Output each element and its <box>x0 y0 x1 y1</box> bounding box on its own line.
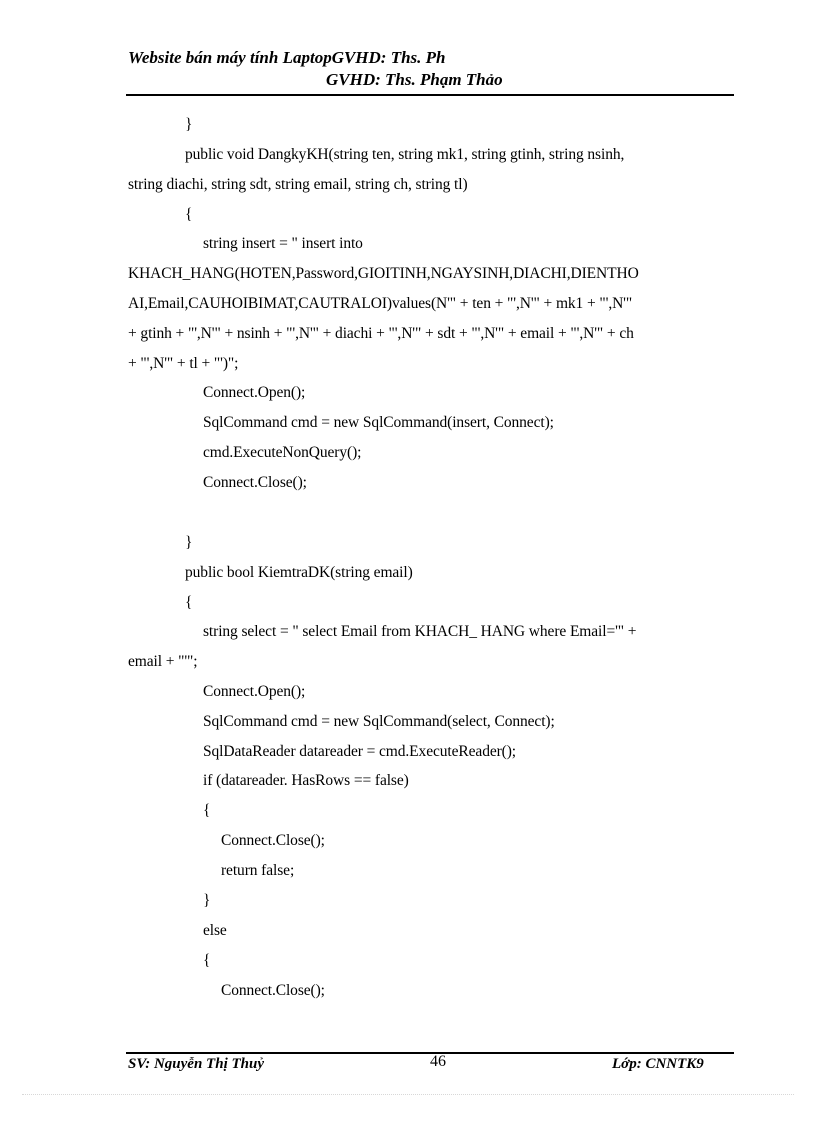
code-line: SqlCommand cmd = new SqlCommand(insert, Connect); <box>203 414 554 431</box>
code-line: { <box>185 594 193 611</box>
code-line: } <box>185 116 193 133</box>
code-line: Connect.Close(); <box>221 832 325 849</box>
code-line: return false; <box>221 862 295 879</box>
code-line: Connect.Close(); <box>203 474 307 491</box>
footer-class: Lớp: CNNTK9 <box>612 1056 704 1072</box>
code-line: { <box>203 952 211 969</box>
code-line: AI,Email,CAUHOIBIMAT,CAUTRALOI)values(N'" + ten + "',N'" + mk1 + "',N'" <box>128 295 633 312</box>
code-line: } <box>203 892 211 909</box>
code-line: + "',N'" + tl + "')"; <box>128 355 239 372</box>
page-number: 46 <box>430 1053 446 1070</box>
header-advisor: GVHD: Ths. Phạm Thảo <box>326 70 503 89</box>
code-line: SqlCommand cmd = new SqlCommand(select, Connect); <box>203 713 555 730</box>
code-line: else <box>203 922 227 939</box>
code-line: SqlDataReader datareader = cmd.ExecuteReader(); <box>203 743 517 760</box>
header-title: Website bán máy tính LaptopGVHD: Ths. Ph <box>128 48 446 67</box>
code-line: if (datareader. HasRows == false) <box>203 772 409 789</box>
footer-student: SV: Nguyễn Thị Thuỷ <box>128 1056 264 1072</box>
code-line: string insert = " insert into <box>203 235 363 252</box>
code-line: KHACH_HANG(HOTEN,Password,GIOITINH,NGAYSINH,DIACHI,DIENTHO <box>128 265 639 282</box>
code-line: cmd.ExecuteNonQuery(); <box>203 444 362 461</box>
code-line: { <box>203 802 211 819</box>
code-line: public bool KiemtraDK(string email) <box>185 564 413 581</box>
code-line: Connect.Open(); <box>203 384 306 401</box>
code-line: Connect.Open(); <box>203 683 306 700</box>
header-rule <box>126 94 734 96</box>
code-line: Connect.Close(); <box>221 982 325 999</box>
page-edge-divider <box>22 1094 794 1095</box>
code-line: string select = " select Email from KHACH_ HANG where Email='" + <box>203 623 637 640</box>
code-line: + gtinh + "',N'" + nsinh + "',N'" + diachi + "',N'" + sdt + "',N'" + email + "',N'" + ch <box>128 325 634 342</box>
code-line: { <box>185 206 193 223</box>
code-line: string diachi, string sdt, string email, string ch, string tl) <box>128 176 468 193</box>
code-line: } <box>185 534 193 551</box>
code-line: email + "'"; <box>128 653 198 670</box>
code-line: public void DangkyKH(string ten, string mk1, string gtinh, string nsinh, <box>185 146 625 163</box>
